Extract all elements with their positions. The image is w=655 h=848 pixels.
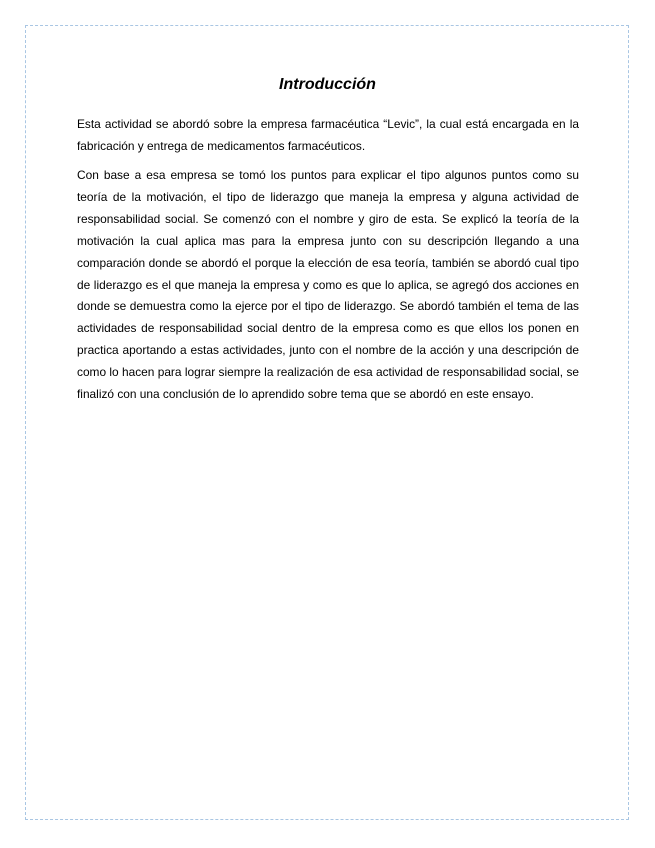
paragraph-1: Esta actividad se abordó sobre la empresa farmacéutica “Levic”, la cual está encargada en la fabricación y entrega de medicamentos farmacéuticos.: [77, 117, 579, 153]
page-title: Introducción: [279, 76, 376, 93]
paragraph-2: Con base a esa empresa se tomó los puntos para explicar el tipo algunos puntos como su teoría de la motivación, el tipo de liderazgo que maneja la empresa y alguna actividad de responsabilidad social. Se comenzó con el nombre y giro de esta. Se explicó la teoría de la motivación la cual aplica mas para la empresa junto con su descripción llegando a una comparación donde se abordó el porque la elección de esa teoría, también se abordó cual tipo de liderazgo es el que maneja la empresa y como es que lo aplica, se agregó dos acciones en donde se demuestra como la ejerce por el tipo de liderazgo. Se abordó también el tema de las actividades de responsabilidad social dentro de la empresa como es que ellos los ponen en practica aportando a estas actividades, junto con el nombre de la acción y una descripción de como lo hacen para lograr siempre la realización de esa actividad de responsabilidad social, se finalizó con una conclusión de lo aprendido sobre tema que se abordó en este ensayo.: [77, 168, 579, 402]
